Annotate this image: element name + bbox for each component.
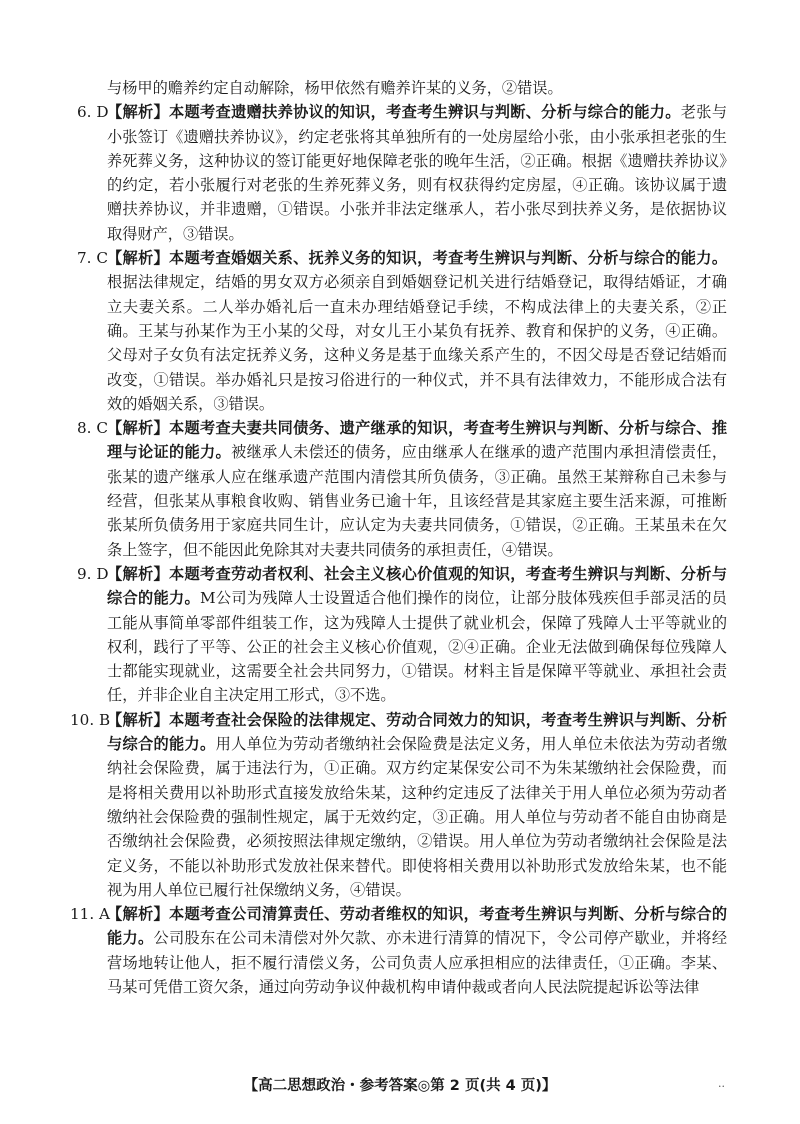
analysis-body: 被继承人未偿还的债务，应由继承人在继承的遗产范围内承担清偿责任，张某的遗产继承人应在继承遗产范围内清偿其所负债务，③正确。虽然王某辩称自己未参与经营，但张某从事粮食收购、销售业务已逾十年，且该经营是其家庭主要生活来源，可推断张某所负债务用于家庭共同生计，应认定为夫妻共同债务，①错误，②正确。王某虽未在欠条上签字，但不能因此免除其对夫妻共同债务的承担责任，④错误。 bbox=[107, 443, 728, 559]
answer-item-10 bbox=[70, 708, 728, 902]
answer-number: 10. B bbox=[70, 710, 111, 729]
analysis-body: 老张与小张签订《遗赠扶养协议》，约定老张将其单独所有的一处房屋给小张，由小张承担老张的生养死葬义务，这种协议的签订能更好地保障老张的晚年生活，②正确。根据《遗赠扶养协议》的约定，若小张履行对老张的生养死葬义务，则有权获得约定房屋，④正确。该协议属于遗赠扶养协议，并非遗赠，①错误。小张并非法定继承人，若小张尽到扶养义务，是依据协议取得财产，③错误。 bbox=[107, 103, 728, 243]
analysis-heading: 【解析】本题考查社会保险的法律规定、劳动合同效力的知识，考查考生辨识与判断、分析与综合的能力。 bbox=[107, 710, 727, 754]
corner-mark: ·· bbox=[718, 1080, 725, 1093]
analysis-heading: 【解析】本题考查遗赠扶养协议的知识，考查考生辨识与判断、分析与综合的能力。 bbox=[107, 103, 681, 122]
answer-item-11 bbox=[70, 902, 728, 999]
analysis-heading: 【解析】本题考查公司清算责任、劳动者维权的知识，考查考生辨识与判断、分析与综合的能力。 bbox=[107, 905, 727, 948]
analysis-heading: 【解析】本题考查夫妻共同债务、遗产继承的知识，考查考生辨识与判断、分析与综合、推理与论证的能力。 bbox=[107, 419, 727, 462]
answer-number: 7. C bbox=[77, 249, 108, 268]
answer-item-8 bbox=[77, 416, 727, 562]
analysis-body: 公司股东在公司未清偿对外欠款、亦未进行清算的情况下，令公司停产歇业，并将经营场地转让他人，拒不履行清偿义务，公司负责人应承担相应的法律责任，①正确。李某、马某可凭借工资欠条，通过向劳动争议仲裁机构申请仲裁或者向人民法院提起诉讼等法律 bbox=[107, 929, 728, 996]
answer-number: 11. A bbox=[70, 905, 110, 924]
answer-item-7 bbox=[77, 246, 727, 416]
analysis-heading: 【解析】本题考查劳动者权利、社会主义核心价值观的知识，考查考生辨识与判断、分析与综合的能力。 bbox=[107, 564, 727, 608]
answer-item-6 bbox=[77, 100, 727, 246]
page-footer: 【高二思想政治・参考答案◎第 2 页(共 4 页)】 bbox=[243, 1078, 557, 1094]
answer-item-9 bbox=[77, 562, 727, 708]
answer-number: 6. D bbox=[77, 103, 109, 122]
answer-content bbox=[0, 76, 800, 999]
continued-paragraph: 与杨甲的赡养约定自动解除，杨甲依然有赡养许某的义务，②错误。 bbox=[107, 79, 563, 97]
answer-number: 9. D bbox=[77, 564, 109, 583]
analysis-body: 根据法律规定，结婚的男女双方必须亲自到婚姻登记机关进行结婚登记，取得结婚证，才确立夫妻关系。二人举办婚礼后一直未办理结婚登记手续，不构成法律上的夫妻关系，②正确。王某与孙某作为王小某的父母，对女儿王小某负有抚养、教育和保护的义务，④正确。父母对子女负有法定抚养义务，这种义务是基于血缘关系产生的，不因父母是否登记结婚而改变，①错误。举办婚礼只是按习俗进行的一种仪式，并不具有法律效力，不能形成合法有效的婚姻关系，③错误。 bbox=[107, 273, 727, 413]
analysis-body: M公司为残障人士设置适合他们操作的岗位，让部分肢体残疾但手部灵活的员工能从事简单零部件组装工作，这为残障人士提供了就业机会，保障了残障人士平等就业的权利，践行了平等、公正的社会主义核心价值观，②④正确。企业无法做到确保每位残障人士都能实现就业，这需要全社会共同努力，①错误。材料主旨是保障平等就业、承担社会责任，并非企业自主决定用工形式，③不选。 bbox=[107, 589, 727, 705]
analysis-heading: 【解析】本题考查婚姻关系、抚养义务的知识，考查考生辨识与判断、分析与综合的能力。 bbox=[107, 249, 727, 268]
answer-number: 8. C bbox=[77, 419, 108, 438]
analysis-body: 用人单位为劳动者缴纳社会保险费是法定义务，用人单位未依法为劳动者缴纳社会保险费，属于违法行为，①正确。双方约定某保安公司不为朱某缴纳社会保险费，而是将相关费用以补助形式直接发放给朱某，这种约定违反了法律关于用人单位必须为劳动者缴纳社会保险费的强制性规定，属于无效约定，③正确。用人单位与劳动者不能自由协商是否缴纳社会保险费，必须按照法律规定缴纳，②错误。用人单位为劳动者缴纳社会保险是法定义务，不能以补助形式发放社保来替代。即使将相关费用以补助形式发放给朱某，也不能视为用人单位已履行社保缴纳义务，④错误。 bbox=[107, 735, 728, 899]
